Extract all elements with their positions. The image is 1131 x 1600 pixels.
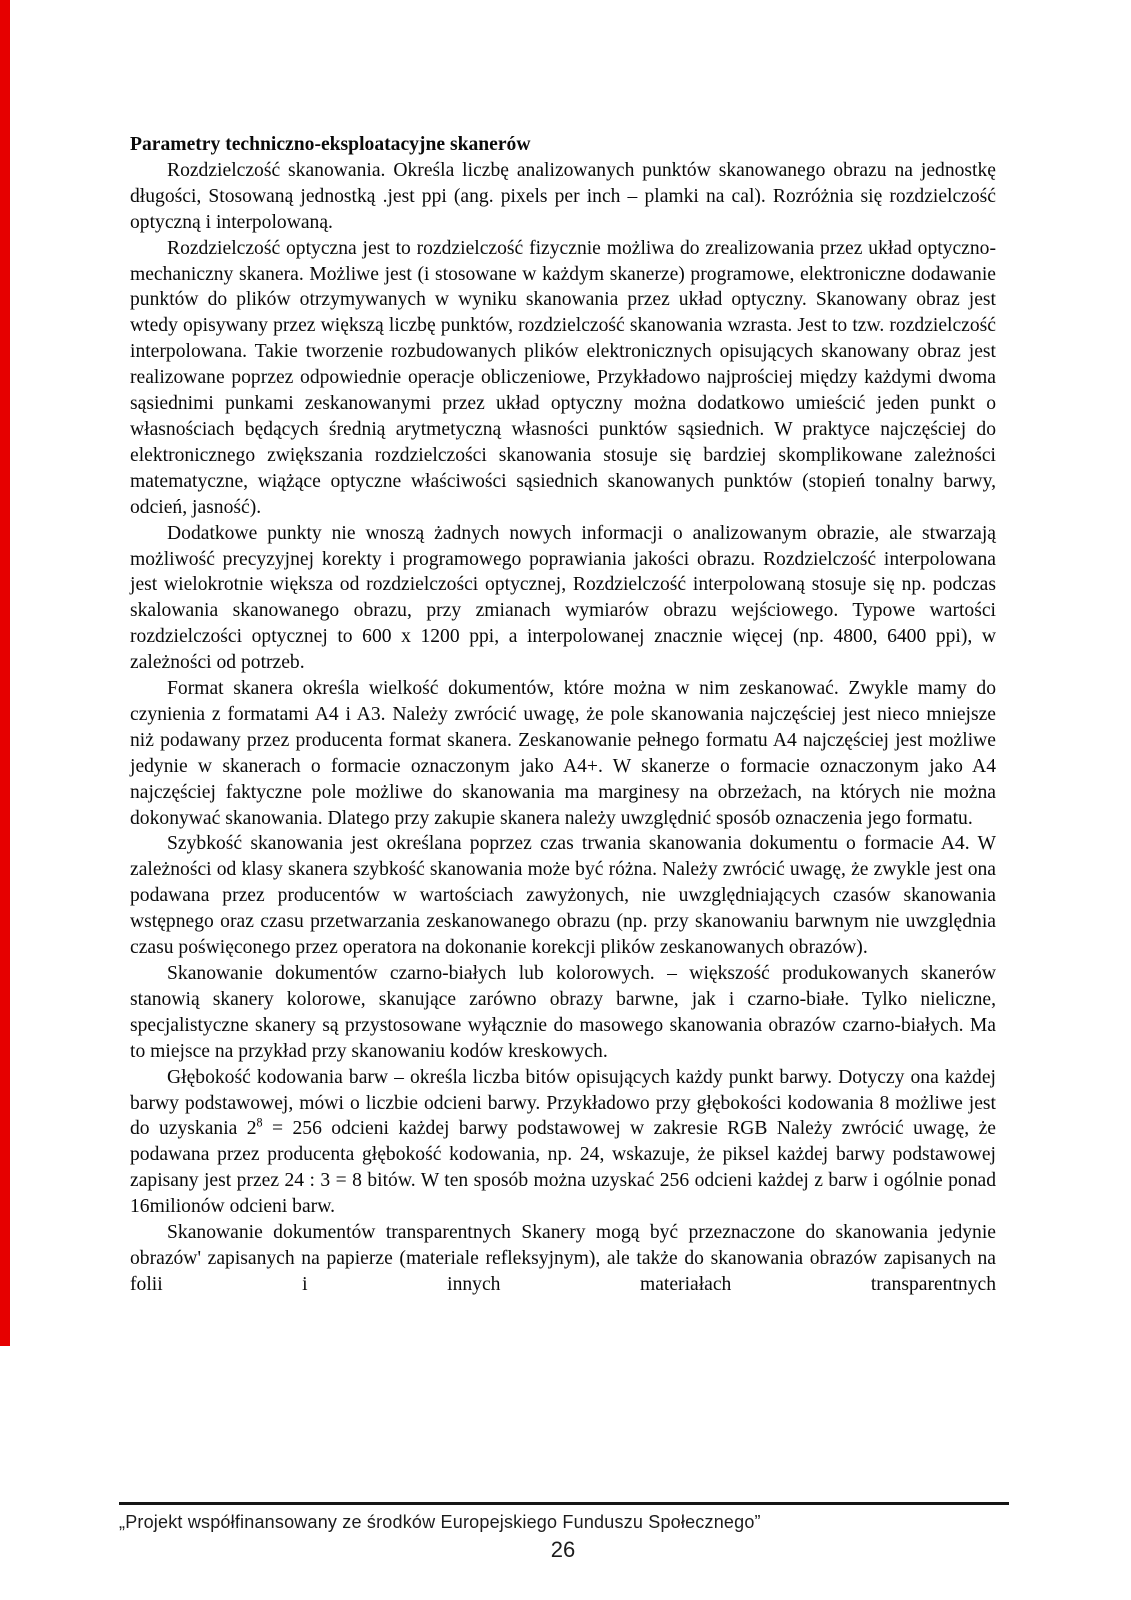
paragraph-scan-resolution: Rozdzielczość skanowania. Określa liczbę analizowanych punktów skanowanego obrazu na jednostkę długości, Stosowaną jednostką .jest ppi (ang. pixels per inch – plamki na cal). Rozróżnia się rozdzielczość optyczną i interpolowaną. [130, 159, 996, 233]
left-accent-bar [0, 0, 10, 1346]
document-title: Parametry techniczno-eksploatacyjne skanerów [130, 134, 531, 155]
paragraph-scan-speed: Szybkość skanowania jest określana poprzez czas trwania skanowania dokumentu o formacie A4. W zależności od klasy skanera szybkość skanowania może być różna. Należy zwrócić uwagę, że zwykle jest ona podawana przez producentów w wartościach zawyżonych, nie uwzględniających czasów skanowania wstępnego oraz czasu przetwarzania zeskanowanego obrazu (np. przy skanowaniu barwnym nie uwzględnia czasu poświęconego przez operatora na dokonanie korekcji plików zeskanowanych obrazów). [130, 833, 996, 959]
footer-funding-note: „Projekt współfinansowany ze środków Europejskiego Funduszu Społecznego” [119, 1512, 761, 1532]
paragraph-interpolated-points: Dodatkowe punkty nie wnoszą żadnych nowych informacji o analizowanym obrazie, ale stwarzają możliwość precyzyjnej korekty i programowego poprawiania jakości obrazu. Rozdzielczość interpolowana jest wielokrotnie większa od rozdzielczości optycznej, Rozdzielczość interpolowaną stosuje się np. podczas skalowania skanowanego obrazu, przy zmianach wymiarów obrazu wejściowego. Typowe wartości rozdzielczości optycznej to 600 x 1200 ppi, a interpolowanej znacznie więcej (np. 4800, 6400 ppi), w zależności od potrzeb. [130, 522, 996, 674]
exponent-superscript: 8 [256, 1115, 263, 1130]
color-depth-text-after: = 256 odcieni każdej barwy podstawowej w zakresie RGB Należy zwrócić uwagę, że podawana przez producenta głębokość kodowania, np. 24, wskazuje, że piksel każdej barwy podstawowej zapisany jest przez 24 : 3 = 8 bitów. W ten sposób można uzyskać 256 odcieni każdej z barw i ogólnie ponad 16milionów odcieni barw. [130, 1118, 996, 1218]
document-body [130, 132, 996, 1298]
color-depth-text-before: Głębokość kodowania barw – określa liczba bitów opisujących każdy punkt barwy. Dotyczy ona każdej barwy podstawowej, mówi o liczbie odcieni barwy. Przykładowo przy głębokości kodowania 8 możliwe jest do uzyskania 2 [130, 1066, 996, 1140]
footer-divider-line [119, 1502, 1009, 1505]
paragraph-scanner-format: Format skanera określa wielkość dokumentów, które można w nim zeskanować. Zwykle mamy do czynienia z formatami A4 i A3. Należy zwrócić uwagę, że pole skanowania najczęściej jest nieco mniejsze niż podawany przez producenta format skanera. Zeskanowanie pełnego formatu A4 najczęściej jest możliwe jedynie w skanerach o formacie oznaczonym jako A4+. W skanerze o formacie oznaczonym jako A4 najczęściej faktyczne pole możliwe do skanowania ma marginesy na obrzeżach, na których nie można dokonywać skanowania. Dlatego przy zakupie skanera należy uwzględnić sposób oznaczenia jego formatu. [130, 678, 996, 829]
paragraph-transparent-documents: Skanowanie dokumentów transparentnych Skanery mogą być przeznaczone do skanowania jedynie obrazów' zapisanych na papierze (materiale refleksyjnym), ale także do skanowania obrazów zapisanych na folii i innych materiałach transparentnych [130, 1222, 996, 1295]
paragraph-color-depth [130, 1065, 996, 1220]
paragraph-bw-color-scanning: Skanowanie dokumentów czarno-białych lub kolorowych. – większość produkowanych skanerów stanowią skanery kolorowe, skanujące zarówno obrazy barwne, jak i czarno-białe. Tylko nieliczne, specjalistyczne skanery są przystosowane wyłącznie do masowego skanowania obrazów czarno-białych. Ma to miejsce na przykład przy skanowaniu kodów kreskowych. [130, 963, 996, 1062]
paragraph-optical-resolution: Rozdzielczość optyczna jest to rozdzielczość fizycznie możliwa do zrealizowania przez układ optyczno-mechaniczny skanera. Możliwe jest (i stosowane w każdym skanerze) programowe, elektroniczne dodawanie punktów do plików otrzymywanych w wyniku skanowania przez układ optyczny. Skanowany obraz jest wtedy opisywany przez większą liczbę punktów, rozdzielczość skanowania wzrasta. Jest to tzw. rozdzielczość interpolowana. Takie tworzenie rozbudowanych plików elektronicznych opisujących skanowany obraz jest realizowane poprzez odpowiednie operacje obliczeniowe, Przykładowo najprościej między każdymi dwoma sąsiednimi punkami zeskanowanymi przez układ optyczny można dodatkowo umieścić jeden punkt o własnościach będących średnią arytmetyczną własności punktów sąsiednich. W praktyce najczęściej do elektronicznego zwiększania rozdzielczości skanowania stosuje się bardziej skomplikowane zależności matematyczne, wiążące optyczne właściwości sąsiednich skanowanych punktów (stopień tonalny barwy, odcień, jasność). [130, 237, 996, 518]
page-number: 26 [550, 1537, 576, 1562]
